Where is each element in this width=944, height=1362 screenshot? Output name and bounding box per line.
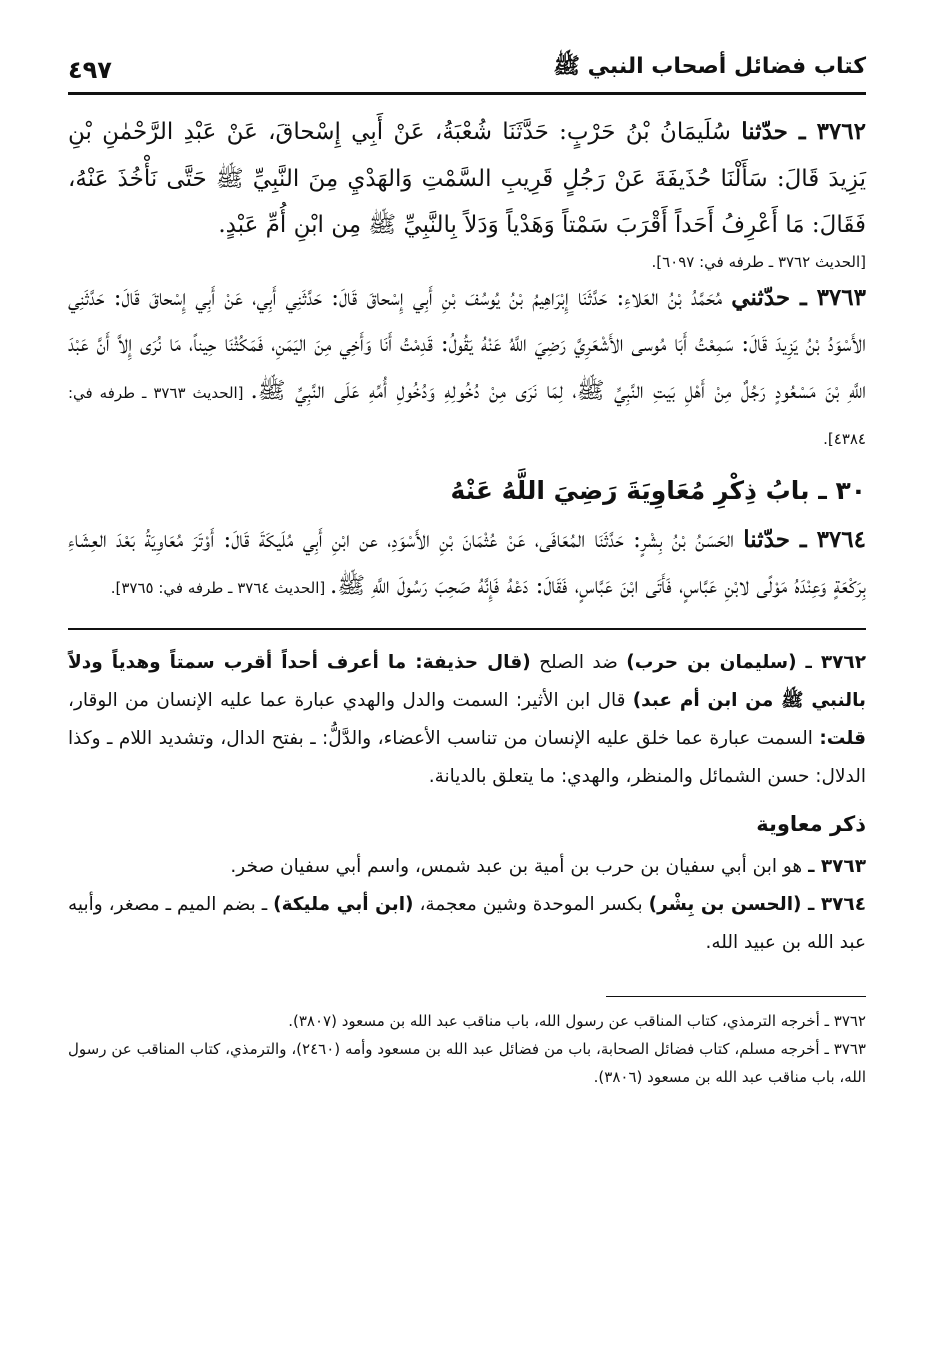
commentary-3762-text-c: السمت عبارة عما خلق عليه الإنسان من تناسب الأعضاء، والدَّلُّ: ـ بفتح الدال، وتشديد اللام ـ وكذا الدلال: حسن الشمائل والمنظر، والهدي: ما يتعلق بالديانة. bbox=[68, 727, 866, 787]
hadith-3763 bbox=[68, 275, 866, 461]
page-number: ٤٩٧ bbox=[68, 56, 112, 84]
footnotes bbox=[68, 1007, 866, 1091]
hadith-text-3763: مُحَمَّدُ بْنُ العَلاءِ: حَدَّثَنَا إِبْرَاهِيمُ بْنُ يُوسُفَ بْنِ أَبِي إِسْحاقَ قَالَ: حَدَّثَنِي أَبِي، عَنْ أَبِي إِسْحاقَ قَالَ: حَدَّثَنِي الأَسْوَدُ بْنُ يَزِيدَ قَالَ: سَمِعْتُ أَبَا مُوسى الأَشْعَرِيَّ رَضِيَ اللَّهُ عَنْهُ يَقُولُ: قَدِمْتُ أَنَا وَأَخِي مِنَ اليَمَنِ، فَمَكُثْنَا حِيناً، مَا نُرَى إِلاَّ أَنَّ عَبْدَ اللَّهِ بْنَ مَسْعُودٍ رَجُلٌ مِنْ أَهْلِ بَيتِ النَّبِيِّ ﷺ، لِمَا نَرَى مِنْ دُخُولِهِ وَدُخُولِ أُمِّهِ عَلَى النَّبِيِّ ﷺ. bbox=[68, 284, 866, 404]
commentary-3763-text: هو ابن أبي سفيان بن حرب بن أمية بن عبد شمس، واسم أبي سفيان صخر. bbox=[230, 855, 809, 877]
commentary-3762-head: ٣٧٦٢ ـ (سليمان بن حرب) bbox=[626, 651, 866, 673]
commentary-3764 bbox=[68, 886, 866, 962]
commentary-3762-quote: (قال حذيفة: ما أعرف أحداً أقرب سمتاً وهدياً ودلاً بالنبي ﷺ من ابن أم عبد) bbox=[68, 651, 866, 711]
commentary-3762-qultu: قلت: bbox=[819, 727, 866, 749]
hadith-number-3764: ٣٧٦٤ ـ حدّثنا bbox=[743, 525, 866, 553]
hadith-number-3762: ٣٧٦٢ ـ حدّثنا bbox=[741, 118, 866, 145]
commentary-3764-name: (ابن أبي مليكة) bbox=[273, 893, 414, 915]
chapter-heading-30: ٣٠ ـ بابُ ذِكْرِ مُعَاوِيَةَ رَضِيَ اللَّهُ عَنْهُ bbox=[450, 475, 866, 505]
hadith-number-3763: ٣٧٦٣ ـ حدّثني bbox=[731, 283, 866, 311]
footnote-3763: ٣٧٦٣ ـ أخرجه مسلم، كتاب فضائل الصحابة، باب من فضائل عبد الله بن مسعود وأمه (٢٤٦٠)، والترمذي، كتاب المناقب عن رسول الله، باب مناقب عبد الله بن مسعود (٣٨٠٦). bbox=[68, 1039, 866, 1086]
hadith-text-3762: سُلَيمَانُ بْنُ حَرْبٍ: حَدَّثَنَا شُعْبَةُ، عَنْ أَبِي إِسْحاقَ، عَنْ عَبْدِ الرَّحْمٰنِ بْنِ يَزِيدَ قَالَ: سَأَلْنَا حُذَيفَةَ عَنْ رَجُلٍ قَرِيبِ السَّمْتِ وَالهَدْيِ مِنَ النَّبِيِّ ﷺ حَتَّى نَأْخُذَ عَنْهُ، فَقَالَ: مَا أَعْرِفُ أَحَداً أَقْرَبَ سَمْتاً وَهَدْياً وَدَلاً بِالنَّبِيِّ ﷺ مِن ابْنِ أُمِّ عَبْدٍ. bbox=[68, 119, 866, 238]
commentary-3763-head: ٣٧٦٣ ـ bbox=[808, 855, 866, 877]
commentary-3764-text-a: بكسر الموحدة وشين معجمة، bbox=[413, 893, 649, 915]
commentary-3762 bbox=[68, 644, 866, 796]
hadith-3764 bbox=[68, 517, 866, 610]
hadith-3762 bbox=[68, 109, 866, 249]
commentary-section bbox=[68, 644, 866, 962]
commentary-3762-text-b: قال ابن الأثير: السمت والدل والهدي عبارة عما عليه الإنسان من الوقار، bbox=[68, 689, 633, 711]
commentary-3762-text-a: ضد الصلح bbox=[530, 651, 627, 673]
book-chapter-title: كتاب فضائل أصحاب النبي ﷺ bbox=[553, 54, 866, 79]
commentary-divider bbox=[68, 628, 866, 630]
hadith-ref-3763: [الحديث ٣٧٦٣ ـ طرفه في: ٤٣٨٤]. bbox=[68, 383, 866, 448]
commentary-3764-text-b: ـ بضم الميم ـ مصغر، وأبيه عبد الله بن عبيد الله. bbox=[68, 893, 866, 953]
commentary-3764-head: ٣٧٦٤ ـ (الحسن بن بِشْر) bbox=[648, 893, 866, 915]
hadith-ref-3762: [الحديث ٣٧٦٢ ـ طرفه في: ٦٠٩٧]. bbox=[651, 252, 866, 271]
page-header bbox=[68, 52, 866, 95]
book-page bbox=[68, 52, 866, 1322]
hadith-main-text bbox=[68, 109, 866, 610]
footnote-divider bbox=[606, 996, 866, 997]
commentary-subtitle: ذكر معاوية bbox=[756, 811, 866, 836]
footnote-3762: ٣٧٦٢ ـ أخرجه الترمذي، كتاب المناقب عن رسول الله، باب مناقب عبد الله بن مسعود (٣٨٠٧). bbox=[288, 1011, 866, 1030]
hadith-text-3764: الحَسَنُ بْنُ بِشْرٍ: حَدَّثَنَا المُعَافَى، عَنْ عُثْمَانَ بْنِ الأَسْوَدِ، عن ابْنِ أَبِي مُلَيكَةَ قَالَ: أَوْتَرَ مُعَاوِيَةُ بَعْدَ العِشَاءِ بِرَكْعَةٍ وَعِنْدَهُ مَوْلًى لابْنِ عَبَّاسٍ، فَأَتَى ابْنَ عَبَّاسٍ، فَقَالَ: دَعْهُ فَإِنَّهُ صَحِبَ رَسُولَ اللَّهِ ﷺ. bbox=[68, 526, 866, 599]
hadith-ref-3764: [الحديث ٣٧٦٤ ـ طرفه في: ٣٧٦٥]. bbox=[110, 579, 331, 597]
commentary-3763 bbox=[68, 848, 866, 886]
